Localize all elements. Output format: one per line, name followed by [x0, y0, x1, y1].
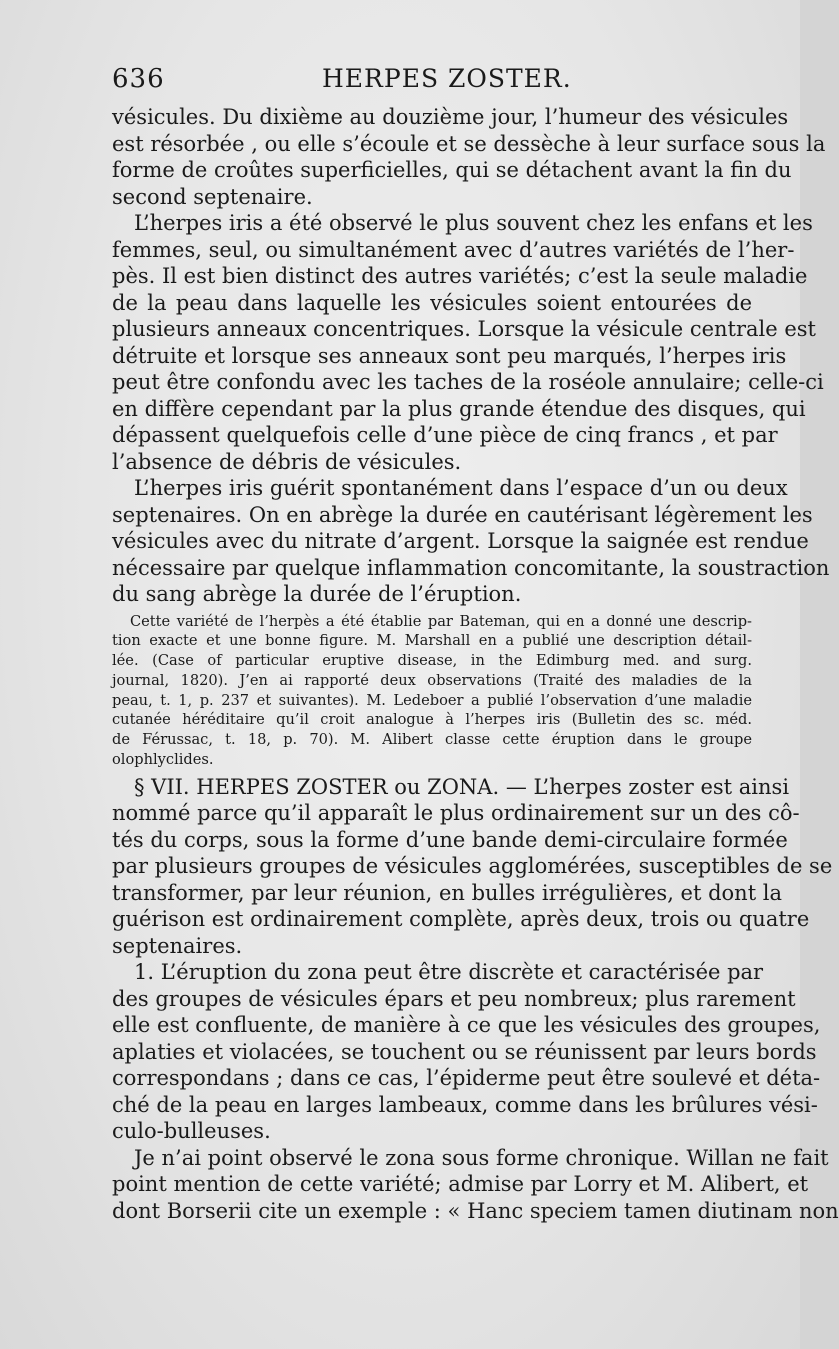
- text-line: second septenaire.: [112, 184, 313, 209]
- text-line: culo-bulleuses.: [112, 1119, 271, 1144]
- text-line: pès. Il est bien distinct des autres variétés; c’est la seule maladie: [112, 264, 808, 288]
- text-line: détruite et lorsque ses anneaux sont peu marqués, l’herpes iris: [112, 343, 787, 368]
- note-line: lée. (Case of particular eruptive disease, in the Edimburg med. and surg.: [112, 652, 752, 670]
- page-number: 636: [112, 64, 165, 94]
- text-line: point mention de cette variété; admise par Lorry et M. Alibert, et: [112, 1172, 809, 1197]
- note-line: de Férussac, t. 18, p. 70). M. Alibert classe cette éruption dans le groupe: [112, 731, 752, 749]
- text-line: dépassent quelquefois celle d’une pièce de cinq francs , et par: [112, 423, 778, 447]
- text-line: femmes, seul, ou simultanément avec d’autres variétés de l’her-: [112, 237, 795, 262]
- text-line: ché de la peau en larges lambeaux, comme dans les brûlures vési-: [112, 1092, 818, 1117]
- text-line: transformer, par leur réunion, en bulles irrégulières, et dont la: [112, 880, 783, 905]
- text-line: correspondans ; dans ce cas, l’épiderme peut être soulevé et déta-: [112, 1066, 821, 1091]
- text-line: vésicules. Du dixième au douzième jour, l’humeur des vésicules: [112, 105, 789, 129]
- text-line: tés du corps, sous la forme d’une bande demi-circulaire formée: [112, 827, 788, 852]
- text-line: plusieurs anneaux concentriques. Lorsque la vésicule centrale est: [112, 317, 816, 341]
- text-line: aplaties et violacées, se touchent ou se réunissent par leurs bords: [112, 1039, 817, 1064]
- text-line: par plusieurs groupes de vésicules agglomérées, susceptibles de se: [112, 854, 833, 879]
- text-line: en diffère cependant par la plus grande étendue des disques, qui: [112, 396, 806, 421]
- running-head: HERPES ZOSTER.: [322, 64, 572, 93]
- text-line: des groupes de vésicules épars et peu nombreux; plus rarement: [112, 986, 796, 1011]
- note-line: tion exacte et une bonne figure. M. Marshall en a publié une description détail-: [112, 632, 752, 650]
- text-line: nécessaire par quelque inflammation concomitante, la soustraction: [112, 555, 830, 580]
- page-header: [112, 64, 752, 100]
- text-line: L’herpes iris a été observé le plus souvent chez les enfans et les: [134, 211, 813, 235]
- text-line: de la peau dans laquelle les vésicules soient entourées de: [112, 290, 752, 315]
- section-heading-line: § VII. HERPES ZOSTER ou ZONA. — L’herpes zoster est ainsi: [134, 774, 790, 799]
- text-line: forme de croûtes superficielles, qui se détachent avant la fin du: [112, 158, 792, 182]
- note-line: peau, t. 1, p. 237 et suivantes). M. Ledeboer a publié l’observation d’une maladie: [112, 691, 752, 709]
- note-line: olophlyclides.: [112, 751, 214, 769]
- note-line: journal, 1820). J’en ai rapporté deux observations (Traité des maladies de la: [112, 671, 752, 689]
- text-line: elle est confluente, de manière à ce que les vésicules des groupes,: [112, 1013, 821, 1038]
- text-line: septenaires.: [112, 933, 243, 958]
- text-line: est résorbée , ou elle s’écoule et se dessèche à leur surface sous la: [112, 131, 826, 156]
- text-line: septenaires. On en abrège la durée en cautérisant légèrement les: [112, 502, 813, 527]
- text-line: L’herpes iris guérit spontanément dans l’espace d’un ou deux: [134, 476, 788, 500]
- text-line: du sang abrège la durée de l’éruption.: [112, 582, 522, 606]
- text-line: Je n’ai point observé le zona sous forme chronique. Willan ne fait: [134, 1145, 829, 1170]
- text-line: dont Borserii cite un exemple : « Hanc speciem tamen diutinam non: [112, 1198, 839, 1223]
- text-line: nommé parce qu’il apparaît le plus ordinairement sur un des cô-: [112, 801, 800, 826]
- text-line: 1. L’éruption du zona peut être discrète et caractérisée par: [134, 960, 764, 985]
- text-line: vésicules avec du nitrate d’argent. Lorsque la saignée est rendue: [112, 529, 809, 553]
- text-line: l’absence de débris de vésicules.: [112, 449, 462, 474]
- note-line: cutanée héréditaire qu’il croit analogue à l’herpes iris (Bulletin des sc. méd.: [112, 711, 752, 729]
- note-line: Cette variété de l’herpès a été établie par Bateman, qui en a donné une descrip-: [130, 612, 752, 630]
- footnote-block: [112, 612, 752, 770]
- page-body: [112, 104, 839, 1224]
- text-line: peut être confondu avec les taches de la roséole annulaire; celle-ci: [112, 370, 824, 394]
- text-line: guérison est ordinairement complète, après deux, trois ou quatre: [112, 907, 810, 932]
